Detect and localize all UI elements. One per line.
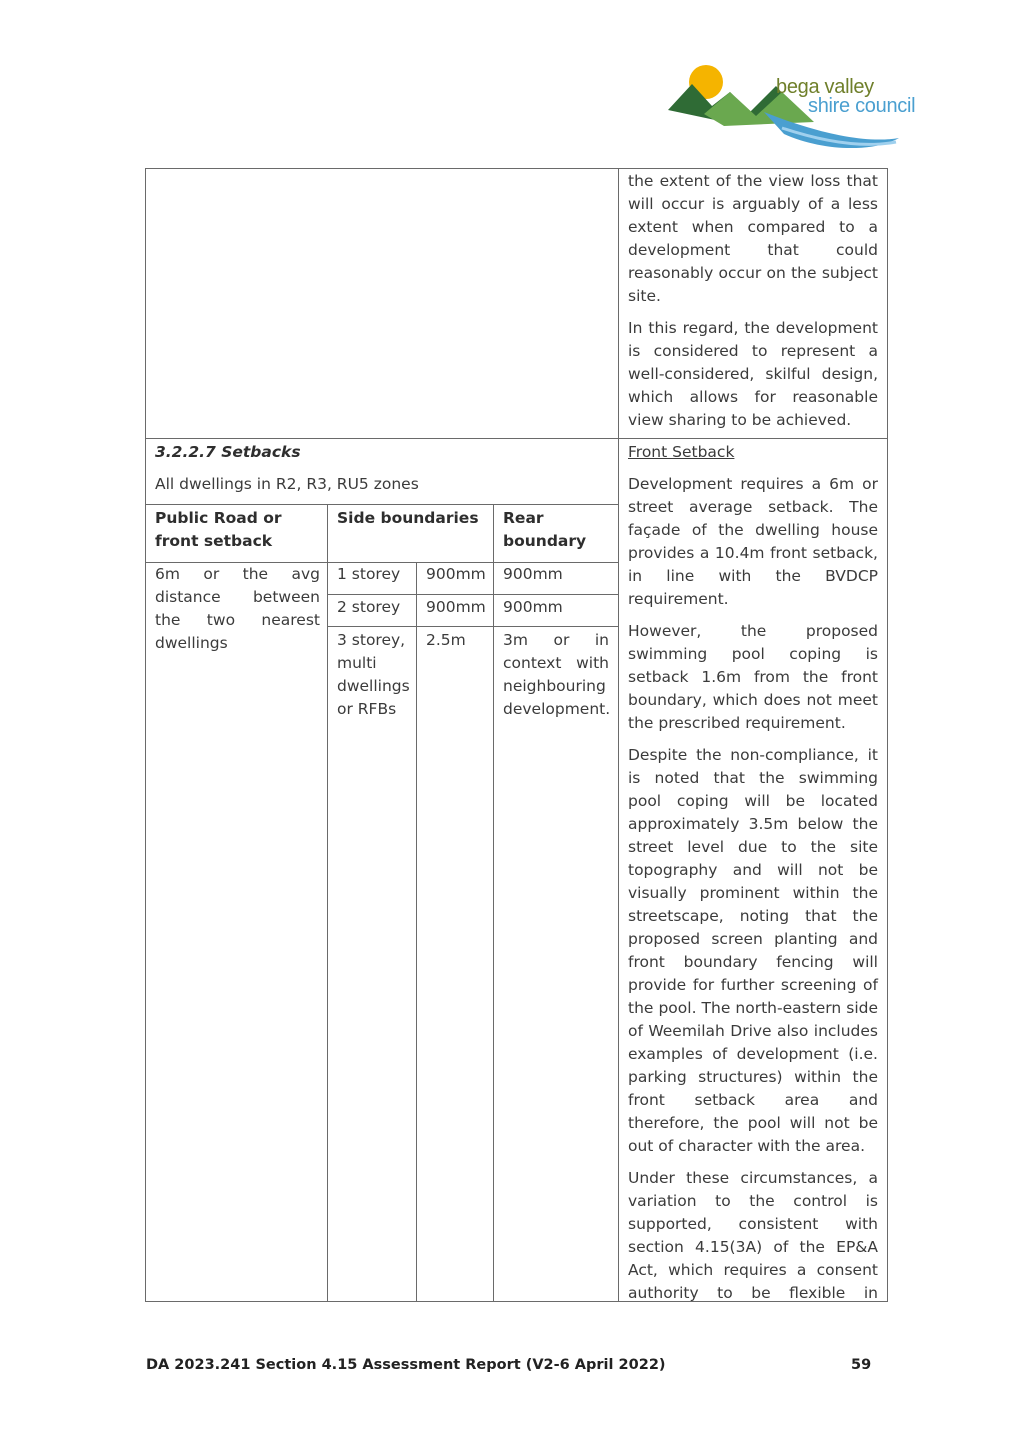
storey-label: 2 storey <box>337 598 401 616</box>
view-loss-paragraph: the extent of the view loss that will occur is arguably of a less extent when compared to a development that could reasonably occur on the subject site. <box>628 172 878 305</box>
page-number: 59 <box>851 1357 872 1373</box>
table-row-divider <box>145 438 888 439</box>
assessment-column <box>628 441 878 1305</box>
control-row-divider <box>327 626 618 627</box>
side-setback-value: 2.5m <box>426 631 466 649</box>
front-setback-header: Public Road or front setback <box>155 509 282 550</box>
rear-boundary-header: Rear boundary <box>503 509 587 550</box>
rear-setback-value: 900mm <box>503 565 563 583</box>
table-column-divider <box>618 168 619 1302</box>
storey-label: 3 storey, multi dwellings or RFBs <box>337 631 410 718</box>
control-table-top <box>145 504 618 505</box>
logo-line2: shire council <box>808 95 916 117</box>
logo-line1: bega valley <box>776 76 874 98</box>
assessment-paragraph: Development requires a 6m or street average setback. The façade of the dwelling house provides a 10.4m front setback, in line with the BVDCP requirement. <box>628 475 878 608</box>
control-col-divider-3 <box>493 504 494 1302</box>
side-setback-value: 900mm <box>426 598 486 616</box>
front-setback-value: 6m or the avg distance between the two nearest dwellings <box>155 565 320 652</box>
assessment-paragraph: However, the proposed swimming pool coping is setback 1.6m from the front boundary, which does not meet the prescribed requirement. <box>628 622 878 732</box>
control-row-divider <box>327 594 618 595</box>
side-setback-value: 900mm <box>426 565 486 583</box>
rear-setback-value: 900mm <box>503 598 563 616</box>
report-footer: DA 2023.241 Section 4.15 Assessment Report (V2-6 April 2022) <box>146 1357 666 1373</box>
control-col-divider-2 <box>416 562 417 1302</box>
logo-wordmark <box>776 78 915 116</box>
view-sharing-paragraph: In this regard, the development is considered to represent a well-considered, skilful design, which allows for reasonable view sharing to be achieved. <box>628 319 878 429</box>
rear-setback-value: 3m or in context with neighbouring development. <box>503 631 611 718</box>
assessment-paragraph: Despite the non-compliance, it is noted that the swimming pool coping will be located approximately 3.5m below the street level due to the site topography and will not be visually prominent within the streetscape, noting that the proposed screen planting and front boundary fencing will provide for further screening of the pool. The north-eastern side of Weemilah Drive also includes examples of development (i.e. parking structures) within the front setback area and therefore, the pool will not be out of character with the area. <box>628 746 878 1155</box>
side-boundaries-header: Side boundaries <box>337 509 479 527</box>
view-sharing-text <box>628 170 878 432</box>
assessment-paragraph: Under these circumstances, a variation to the control is supported, consistent with section 4.15(3A) of the EP&A Act, which requires a consent authority to be flexible in <box>628 1169 878 1302</box>
control-heading: 3.2.2.7 Setbacks <box>155 443 301 461</box>
control-col-divider-1 <box>327 504 328 1302</box>
front-setback-heading: Front Setback <box>628 443 735 461</box>
storey-label: 1 storey <box>337 565 401 583</box>
control-zones: All dwellings in R2, R3, RU5 zones <box>155 475 419 493</box>
